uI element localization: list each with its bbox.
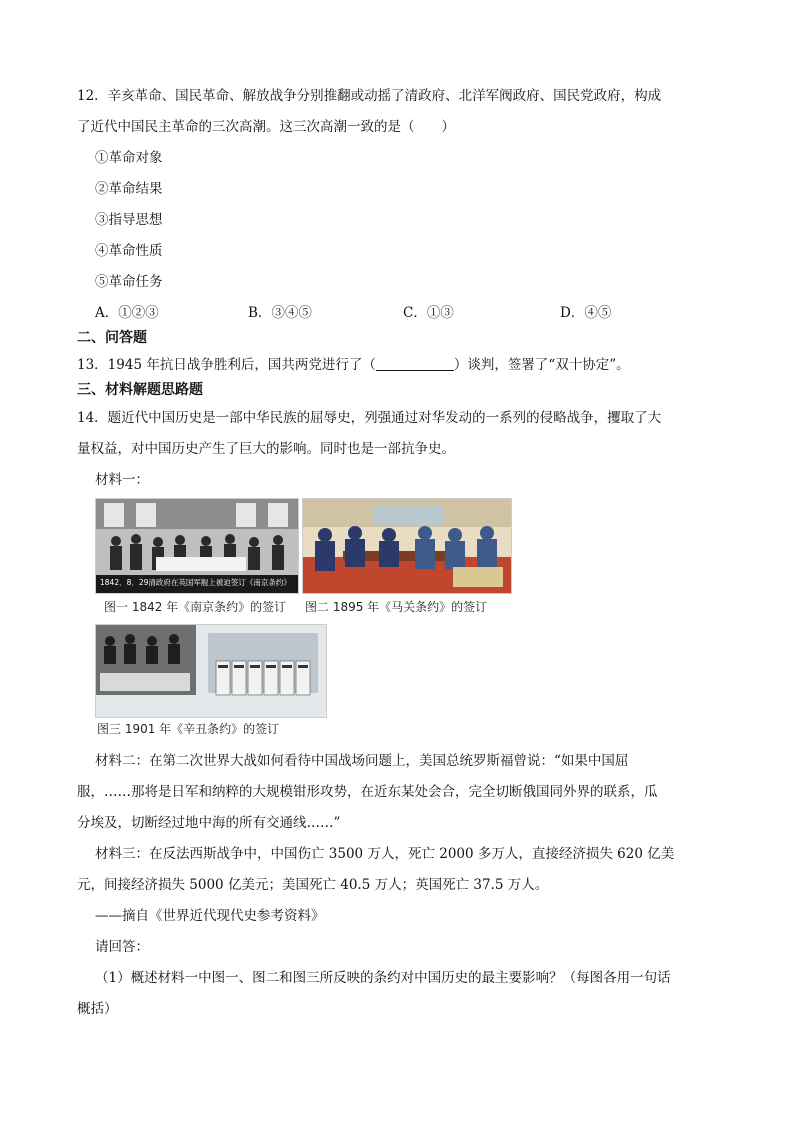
figure-2-photo [302, 498, 512, 594]
figure-3-illustration [96, 625, 326, 717]
q12-choice-b: B．③④⑤ [248, 305, 312, 321]
q13-stem [77, 353, 630, 373]
material-2-line2: 服，……那将是日军和纳粹的大规模钳形攻势，在近东某处会合，完全切断俄国同外界的联系，瓜 [77, 784, 658, 800]
figure-3-photo [95, 624, 327, 718]
q14-stem-line2: 量权益，对中国历史产生了巨大的影响。同时也是一部抗争史。 [77, 441, 455, 457]
q12-item-5: ⑤革命任务 [95, 274, 163, 290]
q12-choice-c: C．①③ [403, 305, 454, 321]
material-3-line2: 元，间接经济损失 5000 亿美元；美国死亡 40.5 万人；英国死亡 37.5 万人。 [77, 877, 549, 893]
q12-stem-line2: 了近代中国民主革命的三次高潮。这三次高潮一致的是（ ） [77, 119, 455, 135]
ask-prompt: 请回答： [95, 939, 149, 955]
q12-item-3: ③指导思想 [95, 212, 163, 228]
q12-item-4: ④革命性质 [95, 243, 163, 259]
sub-question-1-line1: （1）概述材料一中图一、图二和图三所反映的条约对中国历史的最主要影响？（每图各用一句话 [95, 970, 671, 986]
figure-2-illustration [303, 499, 511, 593]
q13-text-after: ）谈判，签署了“双十协定”。 [453, 357, 630, 373]
q12-stem-line1: 12．辛亥革命、国民革命、解放战争分别推翻或动摇了清政府、北洋军阀政府、国民党政府，构成 [77, 88, 662, 104]
material-1-label: 材料一： [95, 472, 149, 488]
figure-1-photo [95, 498, 299, 594]
material-2-line1: 材料二：在第二次世界大战如何看待中国战场问题上，美国总统罗斯福曾说：“如果中国屈 [95, 753, 629, 769]
q13-answer-blank[interactable] [376, 356, 454, 371]
figure-2-caption: 图二 1895 年《马关条约》的签订 [305, 600, 488, 614]
section-2-title: 二、问答题 [77, 330, 147, 346]
q12-item-2: ②革命结果 [95, 181, 163, 197]
figure-3-caption: 图三 1901 年《辛丑条约》的签订 [97, 722, 280, 736]
figure-1-inner-caption: 1842．8．29清政府在英国军舰上被迫签订《南京条约》 [100, 578, 291, 587]
q13-text-before: 13．1945 年抗日战争胜利后，国共两党进行了（ [77, 357, 376, 373]
q12-item-1: ①革命对象 [95, 150, 163, 166]
q14-stem-line1: 14．题近代中国历史是一部中华民族的屈辱史，列强通过对华发动的一系列的侵略战争，攫取了大 [77, 410, 662, 426]
q12-choice-a: A．①②③ [95, 305, 159, 321]
sub-question-1-line2: 概括） [77, 1001, 118, 1017]
q12-choice-d: D．④⑤ [560, 305, 612, 321]
figure-1-caption: 图一 1842 年《南京条约》的签订 [104, 600, 287, 614]
material-3-line1: 材料三：在反法西斯战争中，中国伤亡 3500 万人，死亡 2000 多万人，直接经济损失 620 亿美 [95, 846, 675, 862]
source-citation: ——摘自《世界近代现代史参考资料》 [95, 908, 325, 924]
section-3-title: 三、材料解题思路题 [77, 382, 203, 398]
material-2-line3: 分埃及，切断经过地中海的所有交通线……” [77, 815, 341, 831]
